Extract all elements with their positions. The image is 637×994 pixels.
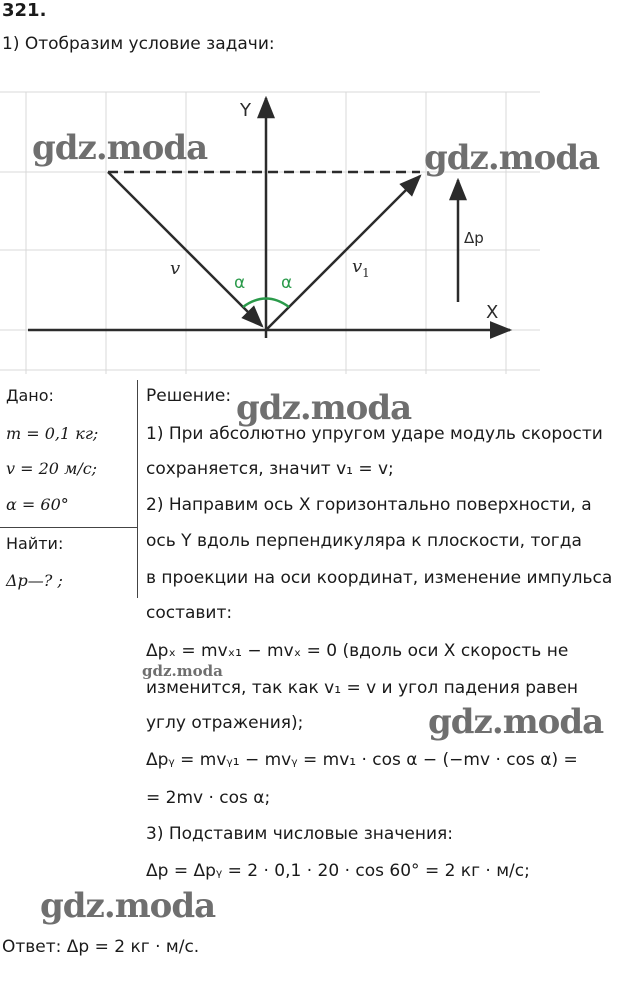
solution-line-6: составит: xyxy=(146,603,233,623)
solution-line-8: изменится, так как v₁ = v и угол падения равен xyxy=(146,678,579,698)
find-value: Δp—? ; xyxy=(6,571,63,590)
delta-p-label: Δp xyxy=(464,229,484,247)
reflected-vector-v1 xyxy=(266,176,420,330)
watermark: gdz.moda xyxy=(142,662,223,680)
incident-vector-v xyxy=(108,172,262,326)
given-velocity: v = 20 м/с; xyxy=(6,459,98,478)
solution-title: Решение: xyxy=(146,386,232,406)
solution-line-11: = 2mv · cos α; xyxy=(146,788,271,808)
angle-right-label: α xyxy=(281,273,293,293)
v-label: v xyxy=(170,258,181,279)
problem-intro: 1) Отобразим условие задачи: xyxy=(2,34,275,54)
v1-label: $v_1$ xyxy=(352,256,370,280)
solution-line-13: Δp = Δpᵧ = 2 · 0,1 · 20 · cos 60° = 2 кг · м/с; xyxy=(146,861,530,881)
solution-line-1: 1) При абсолютно упругом ударе модуль скорости xyxy=(146,424,603,444)
watermark: gdz.moda xyxy=(40,886,216,926)
solution-line-7: Δpₓ = mvₓ₁ − mvₓ = 0 (вдоль оси X скорость не xyxy=(146,641,569,661)
y-axis-label: Y xyxy=(240,100,251,121)
solution-line-10: Δpᵧ = mvᵧ₁ − mvᵧ = mv₁ · cos α − (−mv · cos α) = xyxy=(146,750,578,770)
solution-line-4: ось Y вдоль перпендикуляра к плоскости, тогда xyxy=(146,531,582,551)
physics-diagram xyxy=(0,78,560,378)
solution-line-9: углу отражения); xyxy=(146,713,304,733)
angle-left-label: α xyxy=(234,273,246,293)
given-mass: m = 0,1 кг; xyxy=(6,424,99,443)
solution-line-3: 2) Направим ось X горизонтально поверхности, а xyxy=(146,495,592,515)
solution-line-2: сохраняется, значит v₁ = v; xyxy=(146,459,394,479)
watermark: gdz.moda xyxy=(32,128,208,168)
problem-number: 321. xyxy=(2,0,47,21)
vertical-divider xyxy=(137,380,138,598)
find-title: Найти: xyxy=(6,534,64,553)
x-axis-label: X xyxy=(486,302,499,323)
watermark: gdz.moda xyxy=(236,388,412,428)
solution-line-12: 3) Подставим числовые значения: xyxy=(146,824,453,844)
watermark: gdz.moda xyxy=(424,138,600,178)
answer: Ответ: Δp = 2 кг · м/с. xyxy=(2,937,200,957)
solution-line-5: в проекции на оси координат, изменение импульса xyxy=(146,568,613,588)
watermark: gdz.moda xyxy=(428,702,604,742)
given-angle: α = 60° xyxy=(6,495,69,514)
horizontal-divider xyxy=(0,527,137,528)
given-title: Дано: xyxy=(6,386,54,405)
